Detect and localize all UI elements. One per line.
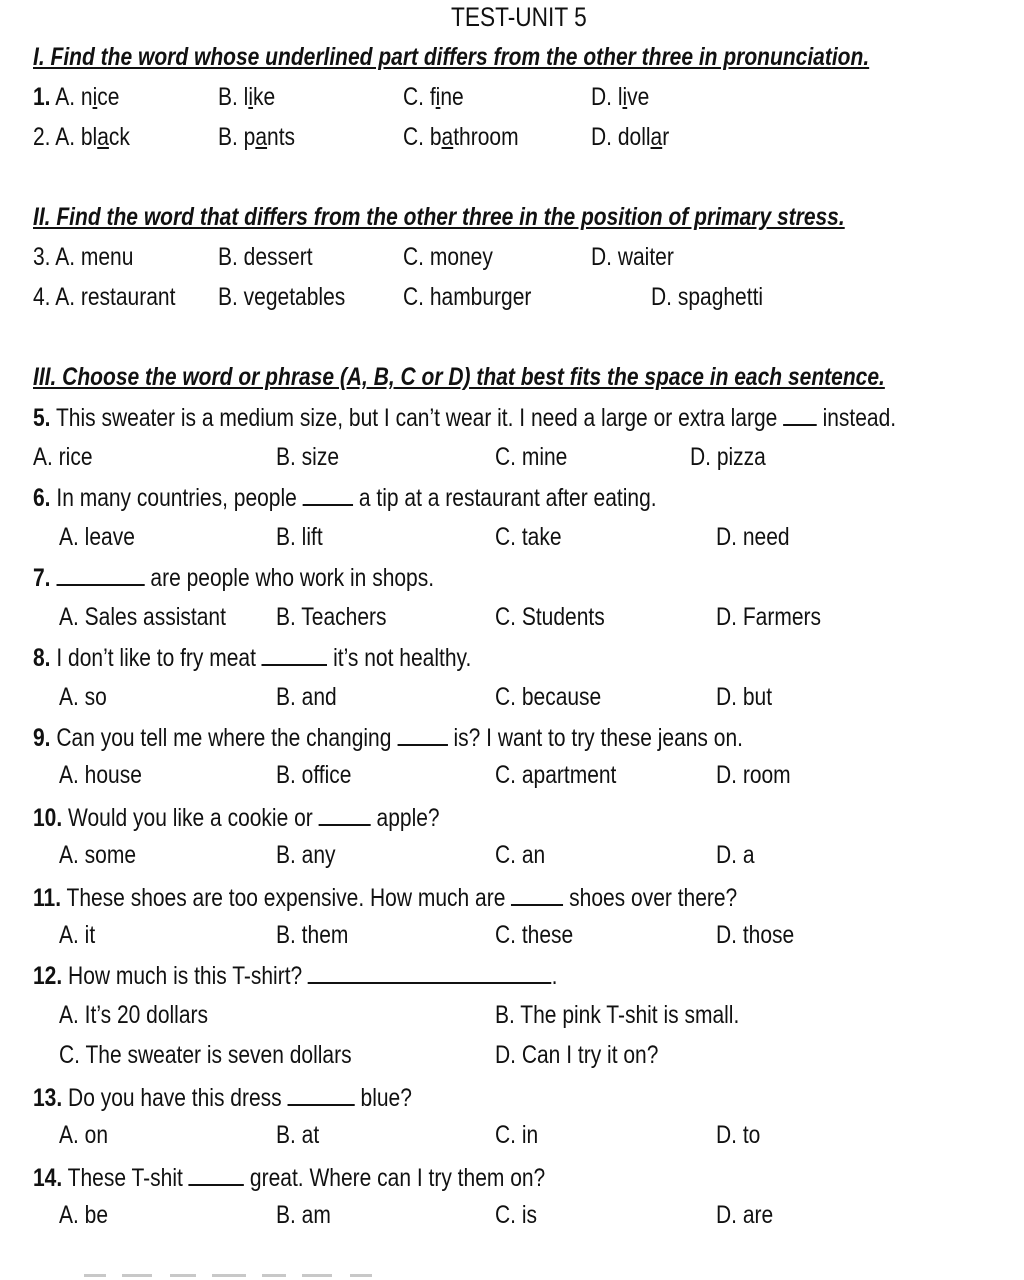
q6-stem: [33, 482, 657, 513]
q7-option-a: A. Sales assistant: [59, 603, 226, 631]
q4-option-c: C. hamburger: [403, 283, 532, 311]
q14-option-b: B. am: [276, 1201, 331, 1229]
q10-option-b: B. any: [276, 841, 336, 869]
q8-option-c: C. because: [495, 683, 602, 711]
section-2-heading: II. Find the word that differs from the other three in the position of primary stress.: [33, 203, 845, 231]
q2-b-pre: B. p: [218, 123, 256, 151]
q7-option-d: D. Farmers: [716, 603, 821, 631]
q1-b-underlined: i: [248, 83, 254, 111]
q2-c-underlined: a: [441, 123, 454, 151]
q12-text-before: How much is this T-shirt?: [62, 962, 309, 990]
q1-c-pre: C. f: [403, 83, 436, 111]
q1-c-post: ne: [440, 83, 464, 111]
q5-text-after: instead.: [816, 404, 897, 432]
q4-option-d: D. spaghetti: [651, 283, 764, 311]
q8-number: 8.: [33, 644, 51, 672]
q12-blank: [308, 960, 552, 984]
q7-option-c: C. Students: [495, 603, 605, 631]
q13-blank: [287, 1082, 354, 1106]
q2-d-post: r: [662, 123, 670, 151]
q13-option-a: A. on: [59, 1121, 109, 1149]
q12-option-a: A. It’s 20 dollars: [59, 1001, 209, 1029]
q8-option-a: A. so: [59, 683, 107, 711]
q6-option-c: C. take: [495, 523, 562, 551]
q2-d-pre: D. doll: [591, 123, 651, 151]
q11-number: 11.: [33, 884, 62, 912]
q8-option-d: D. but: [716, 683, 773, 711]
q1-option-c: [403, 82, 464, 112]
q5-option-d: D. pizza: [690, 443, 766, 471]
q13-text-after: blue?: [354, 1084, 412, 1112]
q8-option-b: B. and: [276, 683, 337, 711]
q1-d-post: ve: [627, 83, 650, 111]
q11-option-c: C. these: [495, 921, 574, 949]
q1-option-d: [591, 82, 649, 112]
q8-text-before: I don’t like to fry meat: [50, 644, 262, 672]
q10-text-after: apple?: [370, 804, 440, 832]
q2-a-pre: A. bl: [55, 123, 98, 151]
q9-text-before: Can you tell me where the changing: [50, 724, 398, 752]
q12-number: 12.: [33, 962, 63, 990]
q3-option-d: D. waiter: [591, 243, 674, 271]
q2-b-post: nts: [267, 123, 296, 151]
q3-option-a: 3. A. menu: [33, 243, 134, 271]
q6-text-after: a tip at a restaurant after eating.: [353, 484, 657, 512]
q7-number: 7.: [33, 564, 51, 592]
q5-option-b: B. size: [276, 443, 340, 471]
q5-stem: [33, 402, 896, 433]
q2-option-d: [591, 122, 669, 152]
q2-option-b: [218, 122, 295, 152]
q2-c-pre: C. b: [403, 123, 442, 151]
q2-option-a: [33, 122, 130, 152]
q1-a-underlined: i: [92, 83, 98, 111]
q8-text-after: it’s not healthy.: [327, 644, 472, 672]
q14-option-d: D. are: [716, 1201, 774, 1229]
q11-text-before: These shoes are too expensive. How much are: [61, 884, 512, 912]
q14-option-c: C. is: [495, 1201, 537, 1229]
q1-number: 1.: [33, 83, 51, 111]
q9-stem: [33, 722, 743, 753]
q14-stem: [33, 1162, 545, 1193]
q7-blank: [56, 562, 144, 586]
q10-number: 10.: [33, 804, 63, 832]
q3-option-b: B. dessert: [218, 243, 313, 271]
q7-text-after: are people who work in shops.: [144, 564, 435, 592]
q1-d-underlined: i: [622, 83, 628, 111]
q13-number: 13.: [33, 1084, 63, 1112]
q4-option-a: 4. A. restaurant: [33, 283, 176, 311]
q6-number: 6.: [33, 484, 51, 512]
q1-c-underlined: i: [435, 83, 441, 111]
q7-option-b: B. Teachers: [276, 603, 387, 631]
q9-text-after: is? I want to try these jeans on.: [447, 724, 743, 752]
q10-blank: [319, 802, 371, 826]
q11-blank: [511, 882, 563, 906]
q2-c-post: throom: [453, 123, 519, 151]
q9-option-b: B. office: [276, 761, 352, 789]
q12-option-b: B. The pink T-shit is small.: [495, 1001, 740, 1029]
q2-a-post: ck: [108, 123, 130, 151]
q2-d-underlined: a: [650, 123, 663, 151]
q6-text-before: In many countries, people: [50, 484, 303, 512]
q6-option-a: A. leave: [59, 523, 135, 551]
section-3-heading: III. Choose the word or phrase (A, B, C or D) that best fits the space in each sentence.: [33, 363, 885, 391]
q11-option-a: A. it: [59, 921, 96, 949]
q9-blank: [397, 722, 447, 746]
q12-option-d: D. Can I try it on?: [495, 1041, 659, 1069]
q14-option-a: A. be: [59, 1201, 109, 1229]
cropped-next-line: [0, 1262, 1024, 1280]
q5-option-a: A. rice: [33, 443, 93, 471]
q2-b-underlined: a: [255, 123, 268, 151]
q11-text-after: shoes over there?: [563, 884, 738, 912]
q10-text-before: Would you like a cookie or: [62, 804, 319, 832]
q11-option-b: B. them: [276, 921, 349, 949]
q2-number: 2.: [33, 123, 51, 151]
q9-option-a: A. house: [59, 761, 142, 789]
q5-blank: [783, 402, 817, 426]
q8-stem: [33, 642, 471, 673]
q14-blank: [189, 1162, 244, 1186]
q10-option-c: C. an: [495, 841, 546, 869]
q11-option-d: D. those: [716, 921, 795, 949]
q6-option-d: D. need: [716, 523, 790, 551]
q13-option-b: B. at: [276, 1121, 320, 1149]
q1-d-pre: D. l: [591, 83, 623, 111]
q5-text-before: This sweater is a medium size, but I can’t wear it. I need a large or extra large: [50, 404, 784, 432]
q6-option-b: B. lift: [276, 523, 323, 551]
q2-option-c: [403, 122, 519, 152]
q1-option-b: [218, 82, 275, 112]
q3-option-c: C. money: [403, 243, 493, 271]
q5-option-c: C. mine: [495, 443, 568, 471]
q6-blank: [303, 482, 353, 506]
q5-number: 5.: [33, 404, 51, 432]
q13-option-c: C. in: [495, 1121, 539, 1149]
q12-text-after: .: [551, 962, 558, 990]
q1-a-pre: A. n: [55, 83, 93, 111]
q1-b-pre: B. l: [218, 83, 249, 111]
q12-option-c: C. The sweater is seven dollars: [59, 1041, 352, 1069]
page-title: TEST-UNIT 5: [451, 2, 587, 32]
q13-stem: [33, 1082, 412, 1113]
q13-option-d: D. to: [716, 1121, 761, 1149]
q14-text-before: These T-shit: [62, 1164, 189, 1192]
q4-option-b: B. vegetables: [218, 283, 346, 311]
q13-text-before: Do you have this dress: [62, 1084, 288, 1112]
q11-stem: [33, 882, 737, 913]
q10-option-a: A. some: [59, 841, 137, 869]
q2-a-underlined: a: [97, 123, 109, 151]
q9-number: 9.: [33, 724, 51, 752]
q10-stem: [33, 802, 440, 833]
q7-stem: [33, 562, 434, 593]
q9-option-c: C. apartment: [495, 761, 617, 789]
q14-number: 14.: [33, 1164, 63, 1192]
q14-text-after: great. Where can I try them on?: [244, 1164, 546, 1192]
q9-option-d: D. room: [716, 761, 791, 789]
q1-b-post: ke: [253, 83, 276, 111]
q12-stem: [33, 960, 558, 991]
section-1-heading: I. Find the word whose underlined part differs from the other three in pronunciation.: [33, 43, 870, 71]
q8-blank: [262, 642, 328, 666]
q10-option-d: D. a: [716, 841, 755, 869]
q1-option-a: [33, 82, 119, 112]
q1-a-post: ce: [97, 83, 120, 111]
